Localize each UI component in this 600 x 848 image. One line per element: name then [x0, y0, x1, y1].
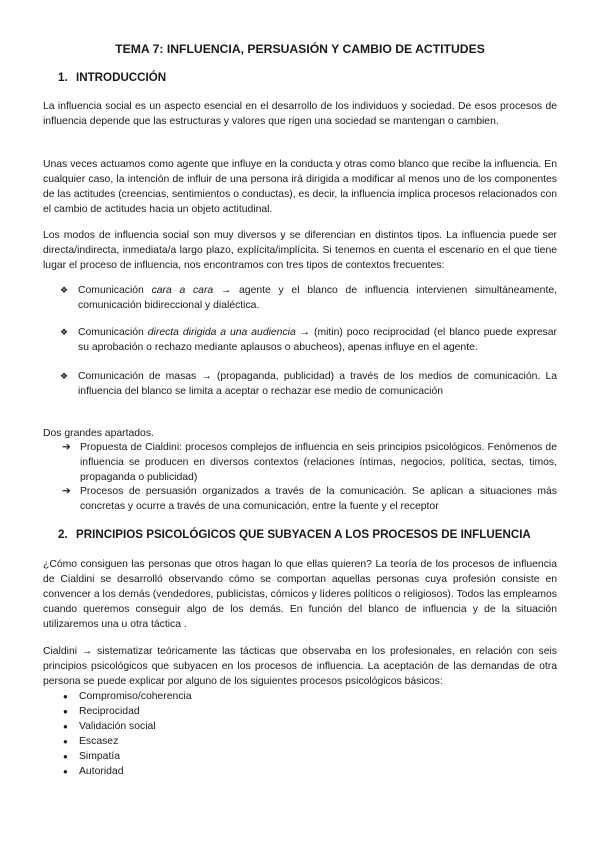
paragraph: [43, 644, 557, 689]
diamond-bullet-icon: ❖: [60, 327, 69, 337]
list-item-principle: [63, 764, 123, 779]
list-item-context-masas: [60, 369, 557, 399]
list-item-text: Comunicación de masas → (propaganda, publicidad) a través de los medios de comunicación. La influencia del blanco se limita a aceptar o rechazar ese medio de comunicación: [78, 371, 557, 397]
paragraph: [43, 228, 557, 273]
page-title: TEMA 7: INFLUENCIA, PERSUASIÓN Y CAMBIO DE ACTITUDES: [115, 42, 485, 56]
list-item-principle: [63, 734, 118, 749]
list-item-text: Comunicación cara a cara → agente y el blanco de influencia intervienen simultáneamente, comunicación bidireccional y dialéctica.: [78, 285, 557, 311]
section-title: PRINCIPIOS PSICOLÓGICOS QUE SUBYACEN A LOS PROCESOS DE INFLUENCIA: [76, 528, 531, 541]
section-heading-introduccion: [58, 70, 166, 86]
list-item-principle: [63, 689, 192, 704]
section-heading-principios: [58, 527, 531, 543]
dot-bullet-icon: ●: [63, 722, 68, 731]
list-item-text: Escasez: [79, 736, 119, 747]
section-number: 1.: [58, 71, 68, 84]
paragraph: [43, 557, 557, 632]
section-title: INTRODUCCIÓN: [76, 71, 167, 84]
list-item-principle: [63, 704, 140, 719]
list-item-text: Compromiso/coherencia: [79, 691, 192, 702]
paragraph-text: Los modos de influencia social son muy diversos y se diferencian en distintos tipos. La influencia puede ser directa/indirecta, inmediata/a largo plazo, explícita/implícita. Si tenemos en cuenta el escenario en el que tiene lugar el proceso de influencia, nos encontramos con tres tipos de contextos frecuentes:: [43, 230, 557, 271]
list-item-text: Reciprocidad: [79, 706, 140, 717]
dot-bullet-icon: ●: [63, 707, 68, 716]
paragraph-text: Dos grandes apartados.: [43, 428, 154, 439]
list-item-principle: [63, 749, 120, 764]
list-item-text: Propuesta de Cialdini: procesos complejos de influencia en seis principios psicológicos. Fenómenos de influencia se producen en diversos contextos (relaciones íntimas, negocios, política, sectas, timos, propaganda o publicidad): [80, 442, 557, 483]
list-item-apartado-persuasion: [62, 484, 557, 514]
paragraph-text: Unas veces actuamos como agente que influye en la conducta y otras como blanco que recibe la influencia. En cualquier caso, la intención de influir de una persona irá dirigida a modificar al menos uno de los componentes de las actitudes (creencias, sentimientos o conductas), es decir, la influencia implica procesos relacionados con el cambio de actitudes hacia un objeto actitudinal.: [43, 159, 557, 215]
dot-bullet-icon: ●: [63, 737, 68, 746]
list-item-context-audiencia: [60, 325, 557, 355]
list-item-text: Simpatía: [79, 751, 121, 762]
list-item-text: Comunicación directa dirigida a una audiencia → (mitin) poco reciprocidad (el blanco puede expresar su aprobación o rechazo mediante aplausos o abucheos), apenas influye en el agente.: [78, 327, 557, 353]
arrow-bullet-icon: ➔: [62, 442, 71, 453]
list-item-apartado-cialdini: [62, 440, 557, 485]
list-item-text: Validación social: [79, 721, 156, 732]
section-number: 2.: [58, 528, 68, 541]
dot-bullet-icon: ●: [63, 752, 68, 761]
list-item-principle: [63, 719, 156, 734]
diamond-bullet-icon: ❖: [60, 371, 69, 381]
dot-bullet-icon: ●: [63, 692, 68, 701]
list-item-text: Autoridad: [79, 766, 124, 777]
paragraph: [43, 99, 557, 129]
list-item-context-cara-a-cara: [60, 283, 557, 313]
paragraph: [43, 426, 557, 441]
paragraph-text: Cialdini → sistematizar teóricamente las tácticas que observaba en los profesionales, en relación con seis principios psicológicos que subyacen en los procesos de influencia. La aceptación de las demandas de otra persona se puede explicar por alguno de los siguientes procesos psicológicos básicos:: [43, 646, 557, 687]
paragraph: [43, 157, 557, 217]
diamond-bullet-icon: ❖: [60, 285, 69, 295]
arrow-bullet-icon: ➔: [62, 486, 71, 497]
paragraph-text: La influencia social es un aspecto esencial en el desarrollo de los individuos y sociedad. De esos procesos de influencia depende que las estructuras y valores que rigen una sociedad se mantengan o cambien.: [43, 101, 557, 127]
dot-bullet-icon: ●: [63, 767, 68, 776]
list-item-text: Procesos de persuasión organizados a través de la comunicación. Se aplican a situaciones más concretas y ocurre a través de una comunicación, entre la fuente y el receptor: [80, 486, 557, 512]
paragraph-text: ¿Cómo consiguen las personas que otros hagan lo que ellas quieren? La teoría de los procesos de influencia de Cialdini se desarrolló observando cómo se comportan aquellas personas cuya profesión consiste en convencer a los demás (vendedores, publicistas, cómicos y líderes políticos o religiosos). Todos las empleamos cuando queremos conseguir algo de los demás. En función del blanco de influencia y de la situación utilizaremos una u otra táctica .: [43, 559, 557, 630]
